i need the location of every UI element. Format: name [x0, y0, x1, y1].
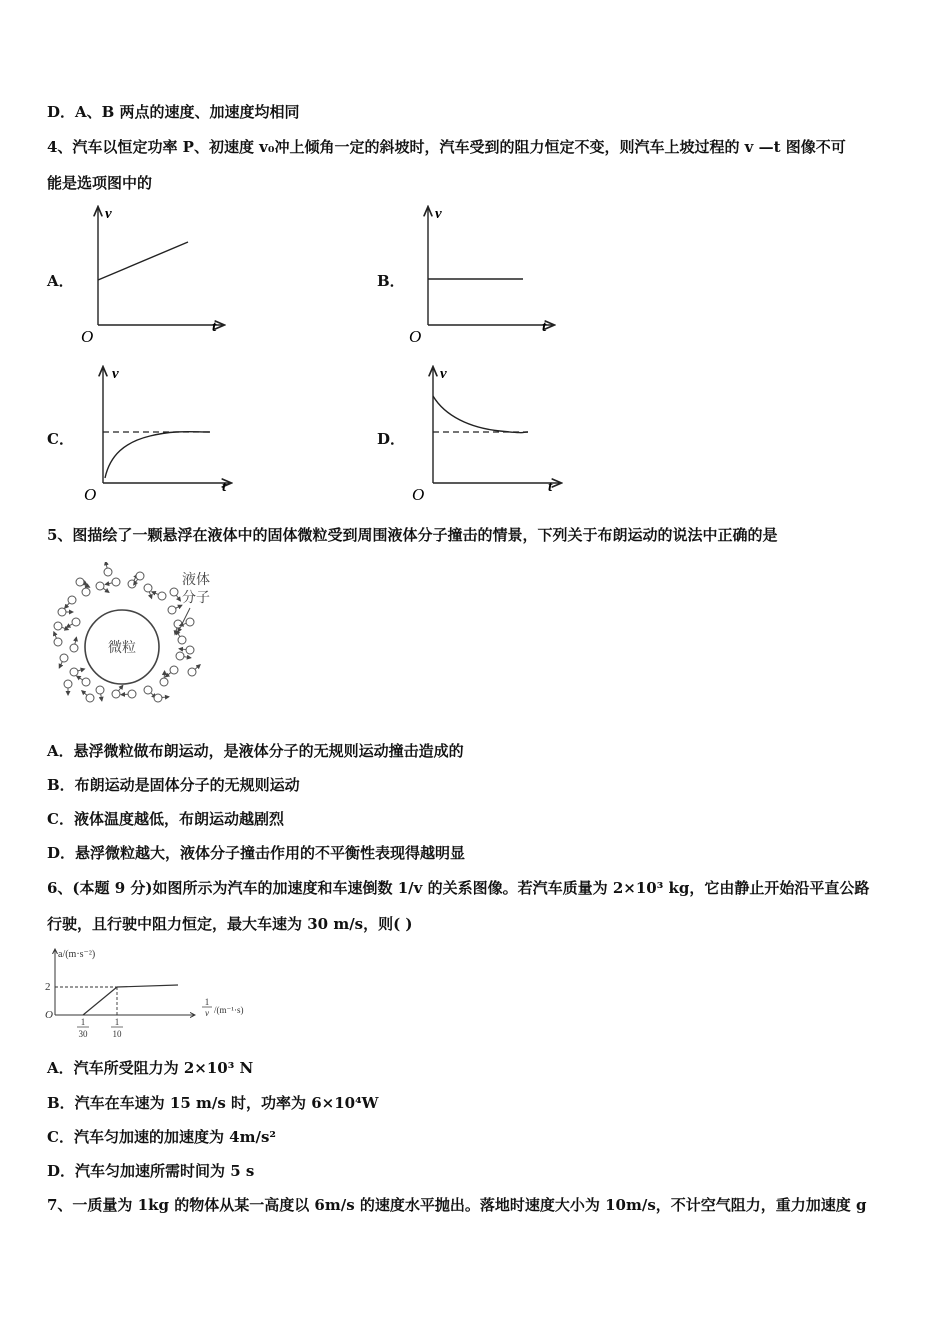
x-label-unit: /(m⁻¹·s)	[214, 1005, 244, 1015]
molecule-arrow	[176, 595, 180, 601]
molecule-arrow	[195, 665, 200, 670]
v-label: v	[105, 206, 112, 222]
molecule	[82, 678, 90, 686]
molecule	[72, 618, 80, 626]
molecule	[170, 666, 178, 674]
molecule-arrow	[118, 685, 122, 690]
v-label: v	[440, 366, 447, 382]
q6-option-c: C．汽车匀加速的加速度为 4m/s²	[47, 1128, 276, 1146]
x-label-num: 1	[204, 997, 210, 1007]
ramp-line	[83, 987, 117, 1015]
molecule	[60, 654, 68, 662]
t-label: t	[212, 319, 217, 335]
molecule-arrow	[78, 669, 85, 671]
molecule-arrow	[149, 592, 151, 599]
molecule-arrow	[165, 672, 170, 676]
molecule-arrow	[152, 592, 158, 595]
liquid-label-line1: 液体	[182, 573, 210, 588]
molecule	[104, 568, 112, 576]
q6-option-d: D．汽车匀加速所需时间为 5 s	[47, 1162, 255, 1180]
molecule	[54, 622, 62, 630]
molecule	[186, 618, 194, 626]
molecule	[154, 694, 162, 702]
origin-label: O	[84, 485, 97, 504]
q3-option-d: D．A、B 两点的速度、加速度均相同	[47, 103, 300, 121]
molecule	[158, 592, 166, 600]
q4-graph-a	[75, 200, 235, 350]
molecule-arrow	[184, 657, 191, 658]
molecule	[96, 582, 104, 590]
q5-option-d: D．悬浮微粒越大，液体分子撞击作用的不平衡性表现得越明显	[47, 844, 466, 862]
q4-option-b-label: B．	[377, 272, 405, 290]
q6-stem-line2: 行驶，且行驶中阻力恒定，最大车速为 30 m/s，则( )	[47, 915, 413, 933]
molecule-arrow	[84, 584, 90, 587]
molecule	[112, 578, 120, 586]
molecule-arrow	[103, 588, 109, 592]
molecule	[82, 588, 90, 596]
q4-stem-line1: 4、汽车以恒定功率 P、初速度 v₀冲上倾角一定的斜坡时，汽车受到的阻力恒定不变，则汽车上坡过程的 v —t 图像不可	[47, 138, 846, 156]
y-tick-2: 2	[45, 981, 51, 993]
q5-option-b: B．布朗运动是固体分子的无规则运动	[47, 776, 300, 794]
molecule	[68, 596, 76, 604]
q6-stem-line1: 6、(本题 9 分)如图所示为汽车的加速度和车速倒数 1/v 的关系图像。若汽车质量为 2×10³ kg，它由静止开始沿平直公路	[47, 879, 870, 897]
molecule-arrow	[176, 605, 182, 608]
q4-stem-line2: 能是选项图中的	[47, 174, 153, 192]
molecule	[76, 578, 84, 586]
x-tick1-den: 30	[78, 1029, 88, 1039]
molecule	[178, 636, 186, 644]
molecule	[64, 680, 72, 688]
q4-option-a-label: A．	[47, 272, 74, 290]
x-label-den: v	[205, 1008, 209, 1018]
molecule-arrow	[77, 676, 83, 680]
molecule	[168, 606, 176, 614]
molecule	[176, 652, 184, 660]
molecule	[96, 686, 104, 694]
molecule-arrow	[162, 697, 169, 698]
molecule	[70, 644, 78, 652]
molecule	[86, 694, 94, 702]
y-axis-label: a/(m·s⁻²)	[58, 949, 96, 960]
x-tick2-den: 10	[112, 1029, 122, 1039]
t-label: t	[222, 479, 227, 495]
molecule-arrow	[106, 562, 108, 568]
molecule	[160, 678, 168, 686]
q5-stem: 5、图描绘了一颗悬浮在液体中的固体微粒受到周围液体分子撞击的情景，下列关于布朗运动的说法中正确的是	[47, 526, 778, 544]
q5-option-a: A．悬浮微粒做布朗运动，是液体分子的无规则运动撞击造成的	[47, 742, 464, 760]
molecule	[112, 690, 120, 698]
molecule-arrow	[65, 603, 70, 608]
molecule	[54, 638, 62, 646]
molecule-arrow	[75, 637, 77, 644]
v-label: v	[112, 366, 119, 382]
origin-label: O	[409, 327, 422, 346]
x-tick1-num: 1	[80, 1017, 86, 1027]
q5-option-c: C．液体温度越低，布朗运动越剧烈	[47, 810, 284, 828]
molecule	[136, 572, 144, 580]
molecule-arrow	[101, 694, 102, 701]
origin-label: O	[412, 485, 425, 504]
velocity-line	[98, 242, 188, 280]
molecule-arrow	[82, 691, 87, 696]
molecule-arrow	[105, 583, 112, 585]
molecule	[170, 588, 178, 596]
t-label: t	[548, 479, 553, 495]
molecule	[186, 646, 194, 654]
flat-line	[117, 985, 178, 987]
q5-brownian-figure	[50, 562, 230, 707]
molecule-arrow	[62, 627, 69, 629]
molecule-arrow	[59, 662, 62, 668]
molecule-arrow	[66, 624, 72, 627]
q7-stem: 7、一质量为 1kg 的物体从某一高度以 6m/s 的速度水平抛出。落地时速度大小为 10m/s，不计空气阻力，重力加速度 g	[47, 1196, 867, 1214]
q4-graph-b	[405, 200, 565, 350]
q4-option-d-label: D．	[377, 430, 406, 448]
particle-label: 微粒	[108, 641, 136, 656]
molecule	[58, 608, 66, 616]
molecule	[70, 668, 78, 676]
molecule-arrow	[54, 632, 57, 638]
q6-option-a: A．汽车所受阻力为 2×10³ N	[47, 1059, 254, 1077]
v-label: v	[435, 206, 442, 222]
x-tick2-num: 1	[114, 1017, 120, 1027]
molecule	[174, 620, 182, 628]
velocity-curve	[433, 396, 528, 433]
q6-option-b: B．汽车在车速为 15 m/s 时，功率为 6×10⁴W	[47, 1094, 379, 1112]
molecule-arrow	[179, 649, 186, 650]
molecule	[188, 668, 196, 676]
origin-label: O	[45, 1009, 53, 1021]
origin-label: O	[81, 327, 94, 346]
q4-graph-c	[80, 360, 240, 505]
molecule	[144, 584, 152, 592]
liquid-label-line2: 分子	[182, 591, 210, 606]
t-label: t	[542, 319, 547, 335]
q4-graph-d	[410, 360, 570, 505]
q4-option-c-label: C．	[47, 430, 74, 448]
velocity-curve	[105, 432, 210, 478]
q6-graph	[45, 945, 260, 1040]
molecule	[128, 690, 136, 698]
molecule	[144, 686, 152, 694]
